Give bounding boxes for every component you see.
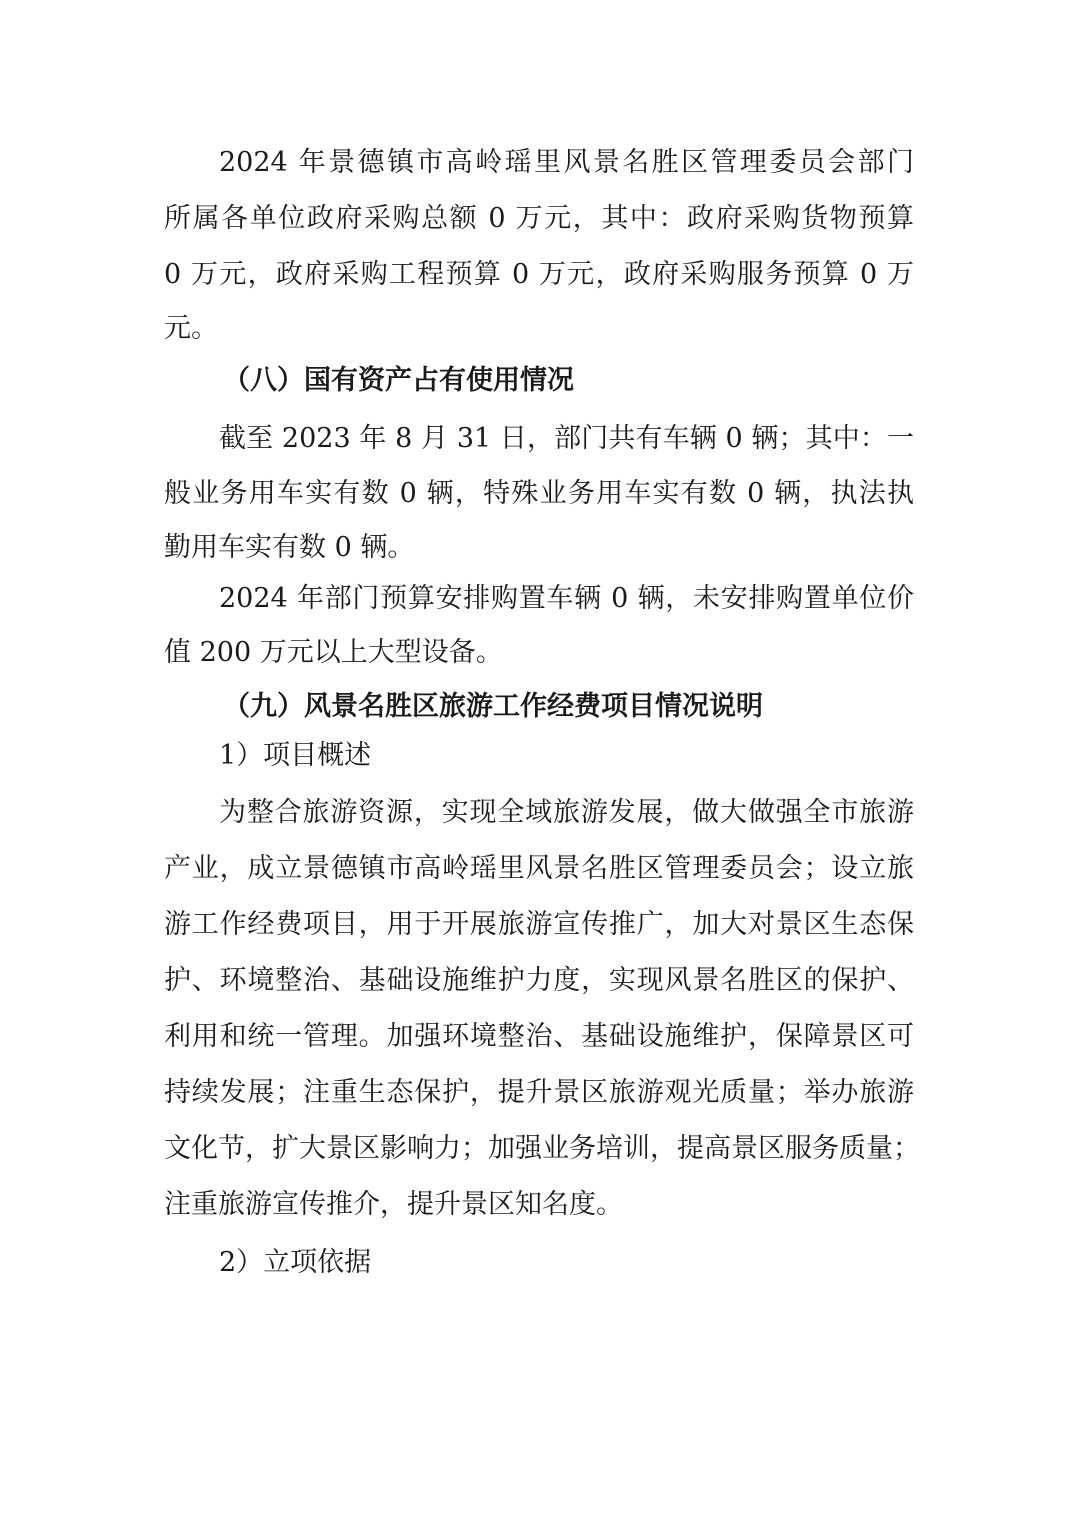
purchase-plan-line-2: 值 200 万元以上大型设备。 <box>164 637 503 668</box>
vehicles-line-2: 般业务用车实有数 0 辆，特殊业务用车实有数 0 辆，执法执 <box>164 478 914 509</box>
section-8-heading: （八）国有资产占有使用情况 <box>223 365 574 396</box>
vehicles-line-1: 截至 2023 年 8 月 31 日，部门共有车辆 0 辆；其中：一 <box>219 423 914 454</box>
overview-line-5: 利用和统一管理。加强环境整治、基础设施维护，保障景区可 <box>164 1021 914 1052</box>
overview-line-4: 护、环境整治、基础设施维护力度，实现风景名胜区的保护、 <box>164 965 914 996</box>
vehicles-line-3: 勤用车实有数 0 辆。 <box>164 532 415 563</box>
overview-line-2: 产业，成立景德镇市高岭瑶里风景名胜区管理委员会；设立旅 <box>164 853 914 884</box>
procurement-line-4: 元。 <box>164 313 218 344</box>
overview-line-7: 文化节，扩大景区影响力；加强业务培训，提高景区服务质量； <box>164 1133 920 1164</box>
overview-line-6: 持续发展；注重生态保护，提升景区旅游观光质量；举办旅游 <box>164 1077 914 1108</box>
procurement-line-3: 0 万元，政府采购工程预算 0 万元，政府采购服务预算 0 万 <box>164 259 914 290</box>
subsection-1-heading: 1）项目概述 <box>219 740 372 771</box>
section-9-heading: （九）风景名胜区旅游工作经费项目情况说明 <box>223 691 763 722</box>
purchase-plan-line-1: 2024 年部门预算安排购置车辆 0 辆，未安排购置单位价 <box>219 583 914 614</box>
overview-line-3: 游工作经费项目，用于开展旅游宣传推广，加大对景区生态保 <box>164 909 914 940</box>
overview-line-8: 注重旅游宣传推介，提升景区知名度。 <box>164 1189 623 1220</box>
overview-line-1: 为整合旅游资源，实现全域旅游发展，做大做强全市旅游 <box>219 797 914 828</box>
procurement-line-1: 2024 年景德镇市高岭瑶里风景名胜区管理委员会部门 <box>219 147 914 178</box>
subsection-2-heading: 2）立项依据 <box>219 1247 372 1278</box>
procurement-line-2: 所属各单位政府采购总额 0 万元，其中：政府采购货物预算 <box>164 203 914 234</box>
